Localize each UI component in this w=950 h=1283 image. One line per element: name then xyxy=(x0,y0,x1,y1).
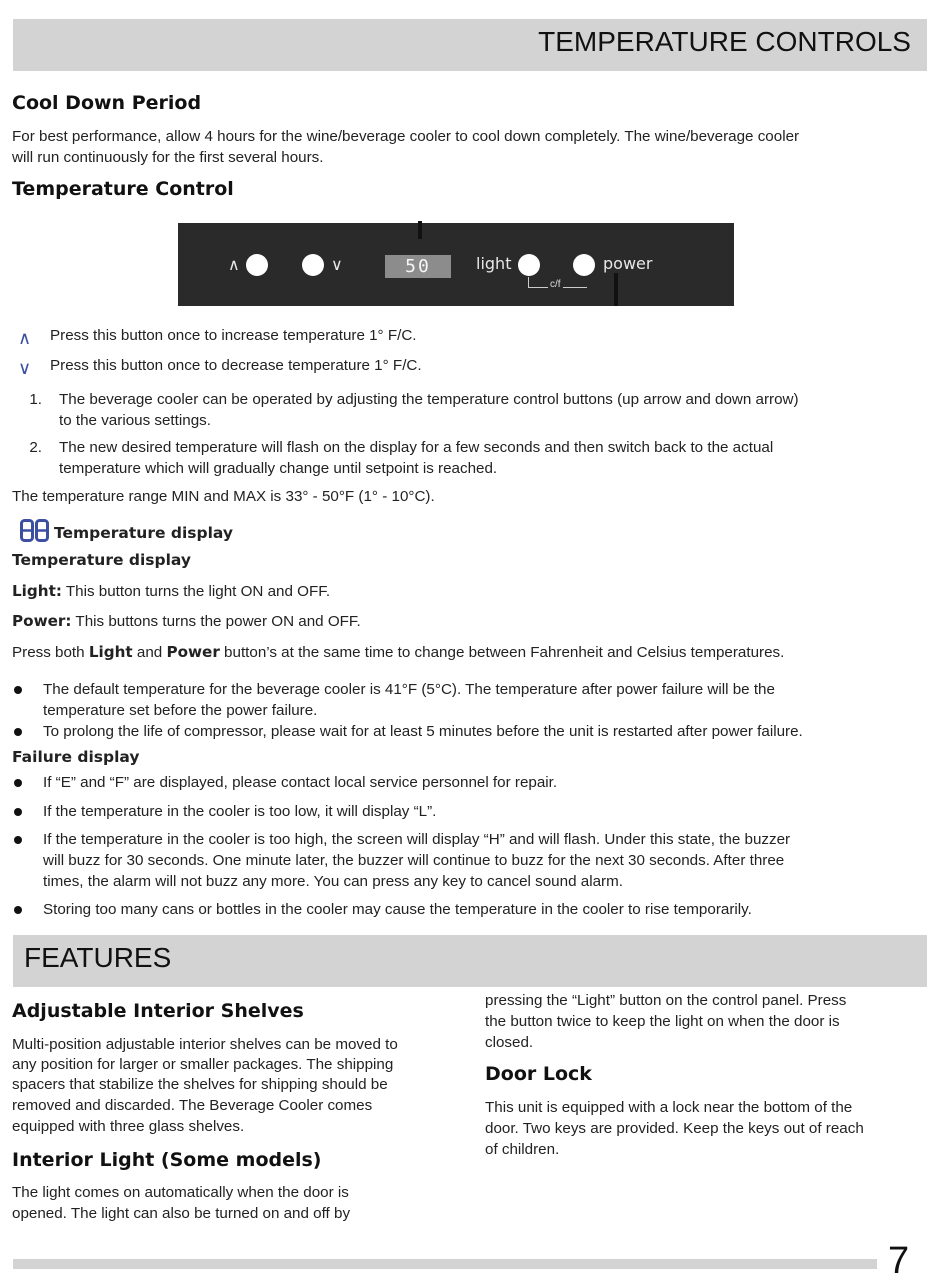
light-term: Light: xyxy=(12,582,62,600)
temp-control-heading: Temperature Control xyxy=(12,178,234,200)
features-header-band xyxy=(13,935,927,987)
down-arrow-icon: ∨ xyxy=(331,255,343,274)
display-icon-label: Temperature display xyxy=(54,524,234,542)
up-note: Press this button once to increase temperature 1° F/C. xyxy=(50,327,417,344)
power-term: Power: xyxy=(12,612,72,630)
interior-light-text-line: opened. The light can also be turned on and off by xyxy=(12,1205,351,1222)
panel-tick-bottom xyxy=(614,273,618,306)
fc-term-power: Power xyxy=(166,643,220,661)
fc-toggle-description xyxy=(12,642,784,663)
features-title: FEATURES xyxy=(24,942,172,973)
shelves-heading: Adjustable Interior Shelves xyxy=(12,1000,304,1022)
bullet-icon xyxy=(14,836,22,844)
power-description xyxy=(12,611,361,632)
interior-light-cont-line: pressing the “Light” button on the control panel. Press xyxy=(485,992,847,1009)
bullet-icon xyxy=(14,906,22,914)
step-text-line2: to the various settings. xyxy=(59,412,211,429)
light-text: This button turns the light ON and OFF. xyxy=(61,583,331,600)
note-line1: To prolong the life of compressor, please wait for at least 5 minutes before the unit is restarted after power failure. xyxy=(43,723,803,740)
interior-light-cont-line: the button twice to keep the light on when the door is xyxy=(485,1013,840,1030)
failure-item: Storing too many cans or bottles in the cooler may cause the temperature in the cooler to rise temporarily. xyxy=(43,901,752,918)
failure-heading: Failure display xyxy=(12,748,140,766)
up-arrow-icon: ∧ xyxy=(228,255,240,274)
failure-item: If “E” and “F” are displayed, please contact local service personnel for repair. xyxy=(43,774,558,791)
interior-light-cont-line: closed. xyxy=(485,1034,534,1051)
footer-bar xyxy=(13,1259,877,1269)
control-panel-illustration xyxy=(178,223,734,306)
shelves-text-line: spacers that stabilize the shelves for shipping should be xyxy=(12,1076,388,1093)
step-text-line1: The beverage cooler can be operated by adjusting the temperature control buttons (up arrow and down arrow) xyxy=(59,391,799,408)
shelves-text-line: removed and discarded. The Beverage Cooler comes xyxy=(12,1097,373,1114)
note-line1: The default temperature for the beverage cooler is 41°F (5°C). The temperature after power failure will be the xyxy=(43,681,775,698)
temperature-range: The temperature range MIN and MAX is 33° - 50°F (1° - 10°C). xyxy=(12,488,435,505)
light-description xyxy=(12,581,330,602)
failure-item-line1: If the temperature in the cooler is too high, the screen will display “H” and will flash. Under this state, the buzzer xyxy=(43,831,791,848)
section-header-band xyxy=(13,19,927,71)
up-button-illustration xyxy=(246,254,268,276)
interior-light-text-line: The light comes on automatically when the door is xyxy=(12,1184,349,1201)
power-button-illustration xyxy=(573,254,595,276)
cf-label: c/f xyxy=(550,279,561,290)
door-lock-heading: Door Lock xyxy=(485,1063,592,1085)
shelves-text-line: equipped with three glass shelves. xyxy=(12,1118,245,1135)
step-text-line1: The new desired temperature will flash on the display for a few seconds and then switch back to the actual xyxy=(59,439,774,456)
step-number: 1. xyxy=(29,391,42,408)
light-button-illustration xyxy=(518,254,540,276)
panel-tick-top xyxy=(418,221,422,239)
fc-term-light: Light xyxy=(88,643,133,661)
note-line2: temperature set before the power failure. xyxy=(43,702,318,719)
cooldown-text-line1: For best performance, allow 4 hours for the wine/beverage cooler to cool down completely. The wine/beverage cooler xyxy=(12,128,800,145)
bullet-icon xyxy=(14,686,22,694)
display-subheading: Temperature display xyxy=(12,551,192,569)
fc-text-pre: Press both xyxy=(12,644,89,661)
digit-display-icon xyxy=(20,519,50,542)
door-lock-text-line: of children. xyxy=(485,1141,560,1158)
step-number: 2. xyxy=(29,439,42,456)
fc-text-post: button’s at the same time to change between Fahrenheit and Celsius temperatures. xyxy=(219,644,785,661)
up-arrow-icon: ∧ xyxy=(18,328,32,349)
door-lock-text-line: This unit is equipped with a lock near the bottom of the xyxy=(485,1099,853,1116)
failure-item-line2: will buzz for 30 seconds. One minute later, the buzzer will continue to buzz for the next 30 seconds. After three xyxy=(43,852,785,869)
shelves-text-line: Multi-position adjustable interior shelves can be moved to xyxy=(12,1036,398,1053)
page-number: 7 xyxy=(888,1240,910,1282)
power-label: power xyxy=(603,254,653,273)
failure-item: If the temperature in the cooler is too low, it will display “L”. xyxy=(43,803,437,820)
light-label: light xyxy=(476,254,512,273)
section-title: TEMPERATURE CONTROLS xyxy=(538,26,911,57)
temperature-display-readout: 50 xyxy=(385,255,451,278)
step-text-line2: temperature which will gradually change until setpoint is reached. xyxy=(59,460,498,477)
fc-text-and: and xyxy=(132,644,167,661)
cooldown-text-line2: will run continuously for the first several hours. xyxy=(12,149,324,166)
bullet-icon xyxy=(14,808,22,816)
down-note: Press this button once to decrease temperature 1° F/C. xyxy=(50,357,422,374)
shelves-text-line: any position for larger or smaller packages. The shipping xyxy=(12,1056,394,1073)
interior-light-heading: Interior Light (Some models) xyxy=(12,1149,322,1171)
bullet-icon xyxy=(14,779,22,787)
power-text: This buttons turns the power ON and OFF. xyxy=(71,613,361,630)
cooldown-heading: Cool Down Period xyxy=(12,92,202,114)
failure-item-line3: times, the alarm will not buzz any more. You can press any key to cancel sound alarm. xyxy=(43,873,623,890)
door-lock-text-line: door. Two keys are provided. Keep the keys out of reach xyxy=(485,1120,864,1137)
bullet-icon xyxy=(14,728,22,736)
down-arrow-icon: ∨ xyxy=(18,358,32,379)
down-button-illustration xyxy=(302,254,324,276)
